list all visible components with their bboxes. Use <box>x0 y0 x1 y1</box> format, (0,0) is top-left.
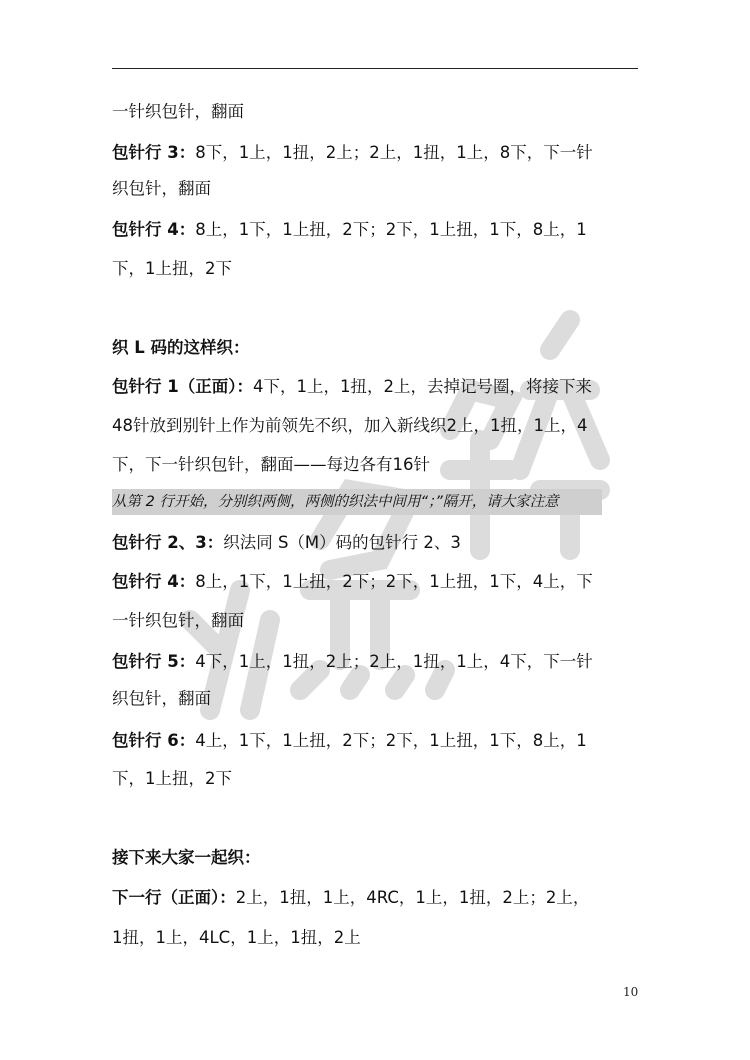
text-line-5 <box>112 257 672 281</box>
line-text: 一针织包针，翻面 <box>112 102 244 121</box>
text-line-19 <box>112 926 672 950</box>
line-text: 下，下一针织包针，翻面——每边各有16针 <box>112 455 430 474</box>
line-text: 织包针，翻面 <box>112 179 211 198</box>
line-text: 织包针，翻面 <box>112 689 211 708</box>
line-text: 一针织包针，翻面 <box>112 611 244 630</box>
line-label: 包针行 2、3： <box>112 533 224 552</box>
line-text: 4上，1下，1上扭，2下；2下，1上扭，1下，8上，1 <box>195 731 587 750</box>
section-heading-together <box>112 846 672 870</box>
text-line-10 <box>112 531 672 555</box>
line-label: 包针行 4： <box>112 572 196 591</box>
text-line-13 <box>112 650 672 674</box>
text-line-16 <box>112 767 672 791</box>
text-line-8 <box>112 414 672 438</box>
line-label: 包针行 5： <box>112 652 196 671</box>
line-label: 下一行（正面）： <box>112 888 236 907</box>
line-label: 包针行 4： <box>112 220 196 239</box>
line-label: 包针行 3： <box>112 143 196 162</box>
text-line-2 <box>112 141 672 165</box>
text-line-12 <box>112 609 672 633</box>
line-text: 1扭，1上，4LC，1上，1扭，2上 <box>112 928 361 947</box>
line-text: 下，1上扭，2下 <box>112 769 232 788</box>
text-line-4 <box>112 218 672 242</box>
text-line-11 <box>112 570 672 594</box>
line-text: 4下，1上，1扭，2上；2上，1扭，1上，4下，下一针 <box>195 652 593 671</box>
line-text: 4下，1上，1扭，2上，去掉记号圈，将接下来 <box>252 377 592 396</box>
line-text: 8上，1下，1上扭，2下；2下，1上扭，1下，8上，1 <box>195 220 587 239</box>
line-text: 48针放到别针上作为前领先不织，加入新线织2上，1扭，1上，4 <box>112 416 588 435</box>
header-rule <box>112 68 638 69</box>
page-number: 10 <box>623 985 639 999</box>
text-line-9 <box>112 453 672 477</box>
text-line-7 <box>112 375 672 399</box>
highlight-note: 从第 2 行开始，分别织两侧，两侧的织法中间用“；”隔开，请大家注意 <box>112 489 602 515</box>
line-text: 8下，1上，1扭，2上；2上，1扭，1上，8下，下一针 <box>195 143 593 162</box>
text-line-18 <box>112 886 672 910</box>
text-line-14 <box>112 687 672 711</box>
section-heading-l-size <box>112 336 672 360</box>
line-label: 包针行 6： <box>112 731 196 750</box>
line-text: 下，1上扭，2下 <box>112 259 232 278</box>
line-text: 8上，1下，1上扭，2下；2下，1上扭，1下，4上，下 <box>195 572 593 591</box>
line-label: 织 L 码的这样织： <box>112 338 250 357</box>
line-label: 包针行 1（正面）： <box>112 377 253 396</box>
text-line-3 <box>112 177 672 201</box>
line-text: 织法同 S（M）码的包针行 2、3 <box>223 533 461 552</box>
line-text: 2上，1扭，1上，4RC，1上，1扭，2上；2上， <box>235 888 590 907</box>
text-line-15 <box>112 729 672 753</box>
line-label: 接下来大家一起织： <box>112 848 261 867</box>
text-line-1 <box>112 100 672 124</box>
